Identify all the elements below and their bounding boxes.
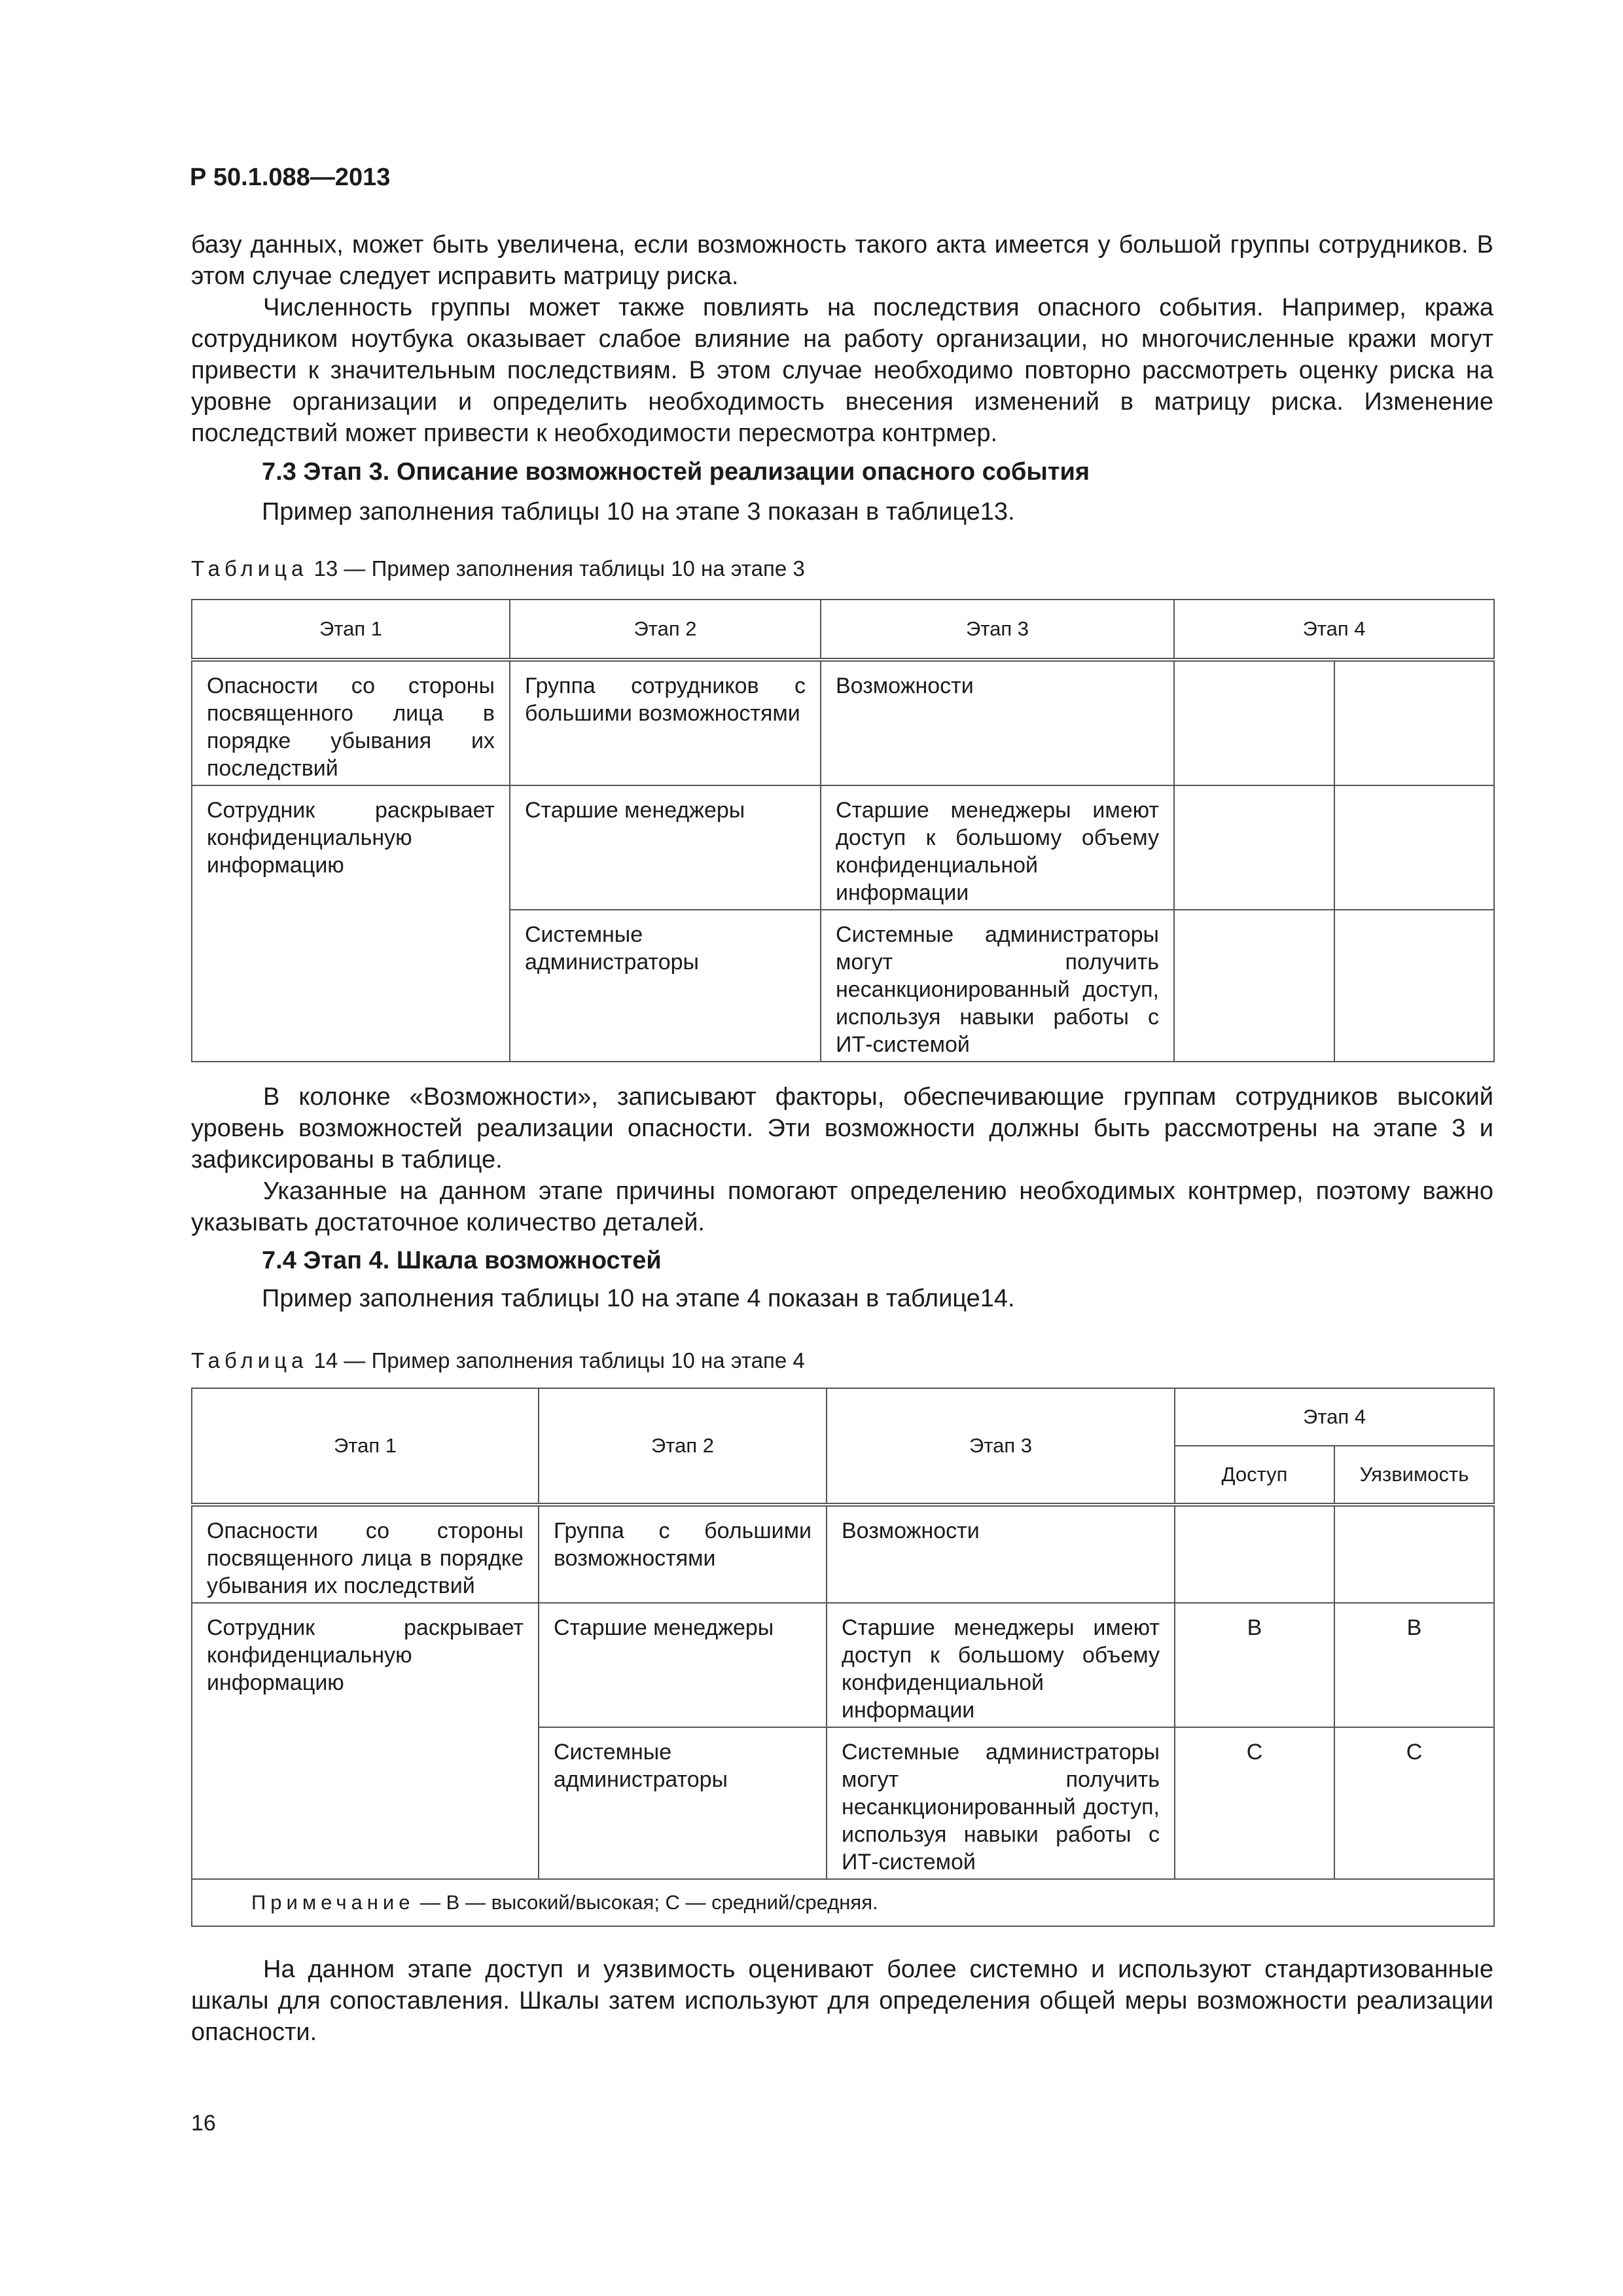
vulnerability-cell: С bbox=[1334, 1727, 1494, 1879]
cell bbox=[1174, 785, 1334, 910]
cell: Старшие менеджеры имеют доступ к большому объему конфиденциальной информации bbox=[821, 785, 1174, 910]
cell: Системные администраторы bbox=[510, 910, 821, 1062]
cell: Сотрудник раскрывает конфиденциальную информацию bbox=[192, 1603, 539, 1879]
header-stage-3: Этап 3 bbox=[821, 600, 1174, 660]
section-7-3-intro: Пример заполнения таблицы 10 на этапе 3 показан в таблице13. bbox=[262, 498, 1015, 526]
cell: Возможности bbox=[827, 1505, 1175, 1603]
closing-text bbox=[191, 1954, 1493, 2048]
table-row bbox=[192, 660, 1494, 785]
cell: Старшие менеджеры bbox=[539, 1603, 827, 1727]
table-13-caption bbox=[191, 556, 805, 581]
table-14 bbox=[191, 1388, 1495, 1927]
section-7-4-heading: 7.4 Этап 4. Шкала возможностей bbox=[262, 1247, 662, 1274]
section-7-4-intro: Пример заполнения таблицы 10 на этапе 4 показан в таблице14. bbox=[262, 1285, 1015, 1312]
page-number: 16 bbox=[191, 2111, 216, 2136]
document-number: Р 50.1.088—2013 bbox=[190, 164, 391, 191]
access-cell: В bbox=[1175, 1603, 1334, 1727]
cell: Группа с большими возможностями bbox=[539, 1505, 827, 1603]
table-13 bbox=[191, 599, 1495, 1062]
header-stage-4: Этап 4 bbox=[1175, 1388, 1494, 1446]
cell: Возможности bbox=[821, 660, 1174, 785]
vulnerability-cell: В bbox=[1334, 1603, 1494, 1727]
table-note bbox=[192, 1879, 1494, 1926]
paragraph: На данном этапе доступ и уязвимость оценивают более системно и используют стандартизованные шкалы для сопоставления. Шкалы затем используют для определения общей меры возможности реализации опасности. bbox=[191, 1956, 1493, 2046]
cell bbox=[1174, 660, 1334, 785]
cell bbox=[1334, 1505, 1494, 1603]
cell: Старшие менеджеры bbox=[510, 785, 821, 910]
table-14-caption bbox=[191, 1348, 805, 1373]
cell: Группа сотрудников с большими возможностями bbox=[510, 660, 821, 785]
note-text: — В — высокий/высокая; С — средний/средняя. bbox=[414, 1891, 878, 1914]
table-row bbox=[192, 1603, 1494, 1727]
header-stage-1: Этап 1 bbox=[192, 1388, 539, 1505]
access-cell: С bbox=[1175, 1727, 1334, 1879]
header-stage-1: Этап 1 bbox=[192, 600, 510, 660]
cell: Сотрудник раскрывает конфиденциальную информацию bbox=[192, 785, 510, 1062]
cell bbox=[1174, 910, 1334, 1062]
cell: Опасности со стороны посвященного лица в порядке убывания их последствий bbox=[192, 660, 510, 785]
caption-text: 14 — Пример заполнения таблицы 10 на этапе 4 bbox=[308, 1348, 805, 1372]
table-row bbox=[192, 785, 1494, 910]
cell bbox=[1334, 785, 1494, 910]
table-header-row bbox=[192, 600, 1494, 660]
cell bbox=[1334, 660, 1494, 785]
header-vulnerability: Уязвимость bbox=[1334, 1446, 1494, 1505]
intro-text bbox=[191, 229, 1493, 449]
paragraph: базу данных, может быть увеличена, если возможность такого акта имеется у большой группы сотрудников. В этом случае следует исправить матрицу риска. bbox=[191, 231, 1493, 290]
paragraph: Указанные на данном этапе причины помогают определению необходимых контрмер, поэтому важно указывать достаточное количество деталей. bbox=[191, 1177, 1493, 1236]
header-stage-4: Этап 4 bbox=[1174, 600, 1494, 660]
header-stage-2: Этап 2 bbox=[539, 1388, 827, 1505]
cell: Системные администраторы bbox=[539, 1727, 827, 1879]
header-stage-3: Этап 3 bbox=[827, 1388, 1175, 1505]
note-label: Примечание bbox=[251, 1891, 415, 1914]
table-note-row bbox=[192, 1879, 1494, 1926]
caption-label: Таблица bbox=[191, 1348, 308, 1372]
cell bbox=[1175, 1505, 1334, 1603]
header-stage-2: Этап 2 bbox=[510, 600, 821, 660]
cell: Старшие менеджеры имеют доступ к большому объему конфиденциальной информации bbox=[827, 1603, 1175, 1727]
caption-label: Таблица bbox=[191, 556, 308, 581]
table-row bbox=[192, 1505, 1494, 1603]
paragraph: В колонке «Возможности», записывают факторы, обеспечивающие группам сотрудников высокий уровень возможностей реализации опасности. Эти возможности должны быть рассмотрены на этапе 3 и зафиксированы в таблице. bbox=[191, 1083, 1493, 1174]
caption-text: 13 — Пример заполнения таблицы 10 на этапе 3 bbox=[308, 556, 805, 581]
cell: Системные администраторы могут получить несанкционированный доступ, используя навыки работы с ИТ-системой bbox=[821, 910, 1174, 1062]
header-access: Доступ bbox=[1175, 1446, 1334, 1505]
cell: Системные администраторы могут получить несанкционированный доступ, используя навыки работы с ИТ-системой bbox=[827, 1727, 1175, 1879]
table-header-row bbox=[192, 1388, 1494, 1446]
section-7-3-heading: 7.3 Этап 3. Описание возможностей реализации опасного события bbox=[262, 458, 1090, 486]
middle-text bbox=[191, 1081, 1493, 1238]
paragraph: Численность группы может также повлиять на последствия опасного события. Например, кража сотрудником ноутбука оказывает слабое влияние на работу организации, но многочисленные кражи могут привести к значительным последствиям. В этом случае необходимо повторно рассмотреть оценку риска на уровне организации и определить необходимость внесения изменений в матрицу риска. Изменение последствий может привести к необходимости пересмотра контрмер. bbox=[191, 294, 1493, 447]
cell bbox=[1334, 910, 1494, 1062]
cell: Опасности со стороны посвященного лица в порядке убывания их последствий bbox=[192, 1505, 539, 1603]
